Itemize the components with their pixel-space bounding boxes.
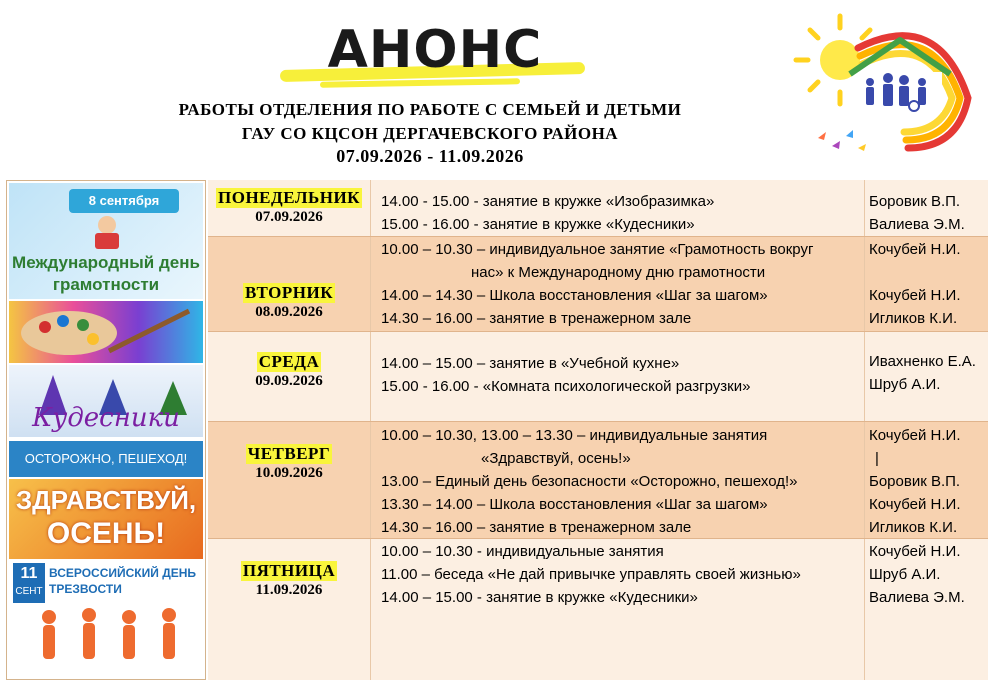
day-cell [208,422,371,538]
day-row-wednesday [208,332,988,421]
day-row-tuesday [208,237,988,331]
subtitle-period: 07.09.2026 - 11.09.2026 [336,146,524,166]
day-date: 10.09.2026 [255,465,323,481]
activities-cell [371,237,865,331]
autumn-line1: ЗДРАВСТВУЙ, [15,485,197,515]
family-house-logo [788,8,988,168]
responsible-person: Кочубей Н.И. [869,543,961,560]
title-block [280,18,590,88]
day-name: ЧЕТВЕРГ [247,444,331,463]
activity-line: 14.00 - 15.00 - занятие в кружке «Изобразимка» [381,193,715,210]
schedule-table [6,180,988,680]
activity-line: 13.30 – 14.00 – Школа восстановления «Шаг за шагом» [381,496,768,513]
day-cell [208,237,371,331]
responsible-person: Боровик В.П. [869,473,961,490]
literacy-date-label: 8 сентября [69,189,179,213]
illustrations-column [6,180,206,680]
responsible-cell [865,180,988,236]
responsible-person: Кочубей Н.И. [869,427,961,444]
activity-line: 15.00 - 16.00 - занятие в кружке «Кудесники» [381,216,695,233]
sobriety-month: СЕНТ [15,586,43,597]
responsible-person [869,261,988,284]
day-cell [208,180,371,236]
responsible-person: Валиева Э.М. [869,216,965,233]
responsible-person: Шруб А.И. [869,566,941,583]
day-date: 11.09.2026 [255,582,323,598]
palette-icon [9,301,203,363]
responsible-cell [865,332,988,421]
activity-line: 10.00 – 10.30 - индивидуальные занятия [381,543,664,560]
responsible-person: Кочубей Н.И. [869,496,961,513]
day-name: ПЯТНИЦА [242,561,336,580]
people-cheering-icon [19,605,199,675]
butterflies-icon [818,130,866,151]
activity-line: нас» к Международному дню грамотности [471,264,766,281]
sobriety-banner [9,561,203,677]
activity-line: 14.30 – 16.00 – занятие в тренажерном зале [381,310,692,327]
activity-line: 14.00 – 15.00 – занятие в «Учебной кухне» [381,355,680,372]
autumn-banner [9,479,203,559]
responsible-person: Шруб А.И. [869,376,941,393]
activities-cell [371,539,865,680]
caution-label: ОСТОРОЖНО, ПЕШЕХОД! [24,451,188,466]
day-date: 09.09.2026 [255,373,323,389]
sobriety-title-line1: ВСЕРОССИЙСКИЙ ДЕНЬ [49,566,197,580]
day-date: 07.09.2026 [255,209,323,225]
literacy-title-line1: Международный день [12,253,200,272]
literacy-day-banner [9,183,203,299]
responsible-person: Ивахненко Е.А. [869,353,976,370]
activity-line: 13.00 – Единый день безопасности «Осторожно, пешеход!» [381,473,798,490]
day-cell [208,539,371,680]
responsible-cell [865,237,988,331]
day-name: СРЕДА [258,352,320,371]
activity-line: 14.30 – 16.00 – занятие в тренажерном зале [381,519,692,536]
day-name: ВТОРНИК [244,283,334,302]
responsible-person: Валиева Э.М. [869,589,965,606]
kudesniki-label: Кудесники [32,403,180,433]
responsible-cell [865,539,988,680]
responsible-divider-mark: | [875,450,879,467]
kudesniki-picture [9,365,203,437]
day-date: 08.09.2026 [255,304,323,320]
responsible-person: Кочубей Н.И. [869,241,961,258]
activity-line: «Здравствуй, осень!» [481,450,631,467]
responsible-person: Боровик В.П. [869,193,961,210]
page-title: АНОНС [327,20,543,80]
day-name: ПОНЕДЕЛЬНИК [218,188,360,207]
child-reading-icon [85,213,129,253]
sobriety-title-line2: ТРЕЗВОСТИ [49,582,122,596]
activity-line: 10.00 – 10.30 – индивидуальное занятие «Грамотность вокруг [381,241,814,258]
subtitle-organization: ГАУ СО КЦСОН ДЕРГАЧЕВСКОГО РАЙОНА [241,124,619,143]
responsible-cell [865,422,988,538]
activities-cell [371,180,865,236]
responsible-person: Игликов К.И. [869,310,958,327]
day-cell [208,332,371,421]
activities-cell [371,332,865,421]
activity-line: 10.00 – 10.30, 13.00 – 13.30 – индивидуальные занятия [381,427,768,444]
responsible-person: Игликов К.И. [869,519,958,536]
literacy-title-line2: грамотности [52,275,160,294]
activity-line: 11.00 – беседа «Не дай привычке управлять своей жизнью» [381,566,801,583]
caution-banner [9,441,203,477]
sobriety-day-number: 11 [20,565,38,582]
activity-line: 14.00 – 15.00 - занятие в кружке «Кудесники» [381,589,698,606]
subtitle-department: РАБОТЫ ОТДЕЛЕНИЯ ПО РАБОТЕ С СЕМЬЕЙ И ДЕТЬМИ [178,100,682,119]
sobriety-date-badge [13,563,45,603]
day-row-friday [208,539,988,680]
day-row-thursday [208,422,988,538]
day-row-monday [208,180,988,236]
activities-cell [371,422,865,538]
responsible-person: Кочубей Н.И. [869,287,961,304]
activity-line: 14.00 – 14.30 – Школа восстановления «Шаг за шагом» [381,287,768,304]
autumn-line2: ОСЕНЬ! [46,517,166,550]
activity-line: 15.00 - 16.00 - «Комната психологической разгрузки» [381,378,751,395]
art-palette-picture [9,301,203,363]
